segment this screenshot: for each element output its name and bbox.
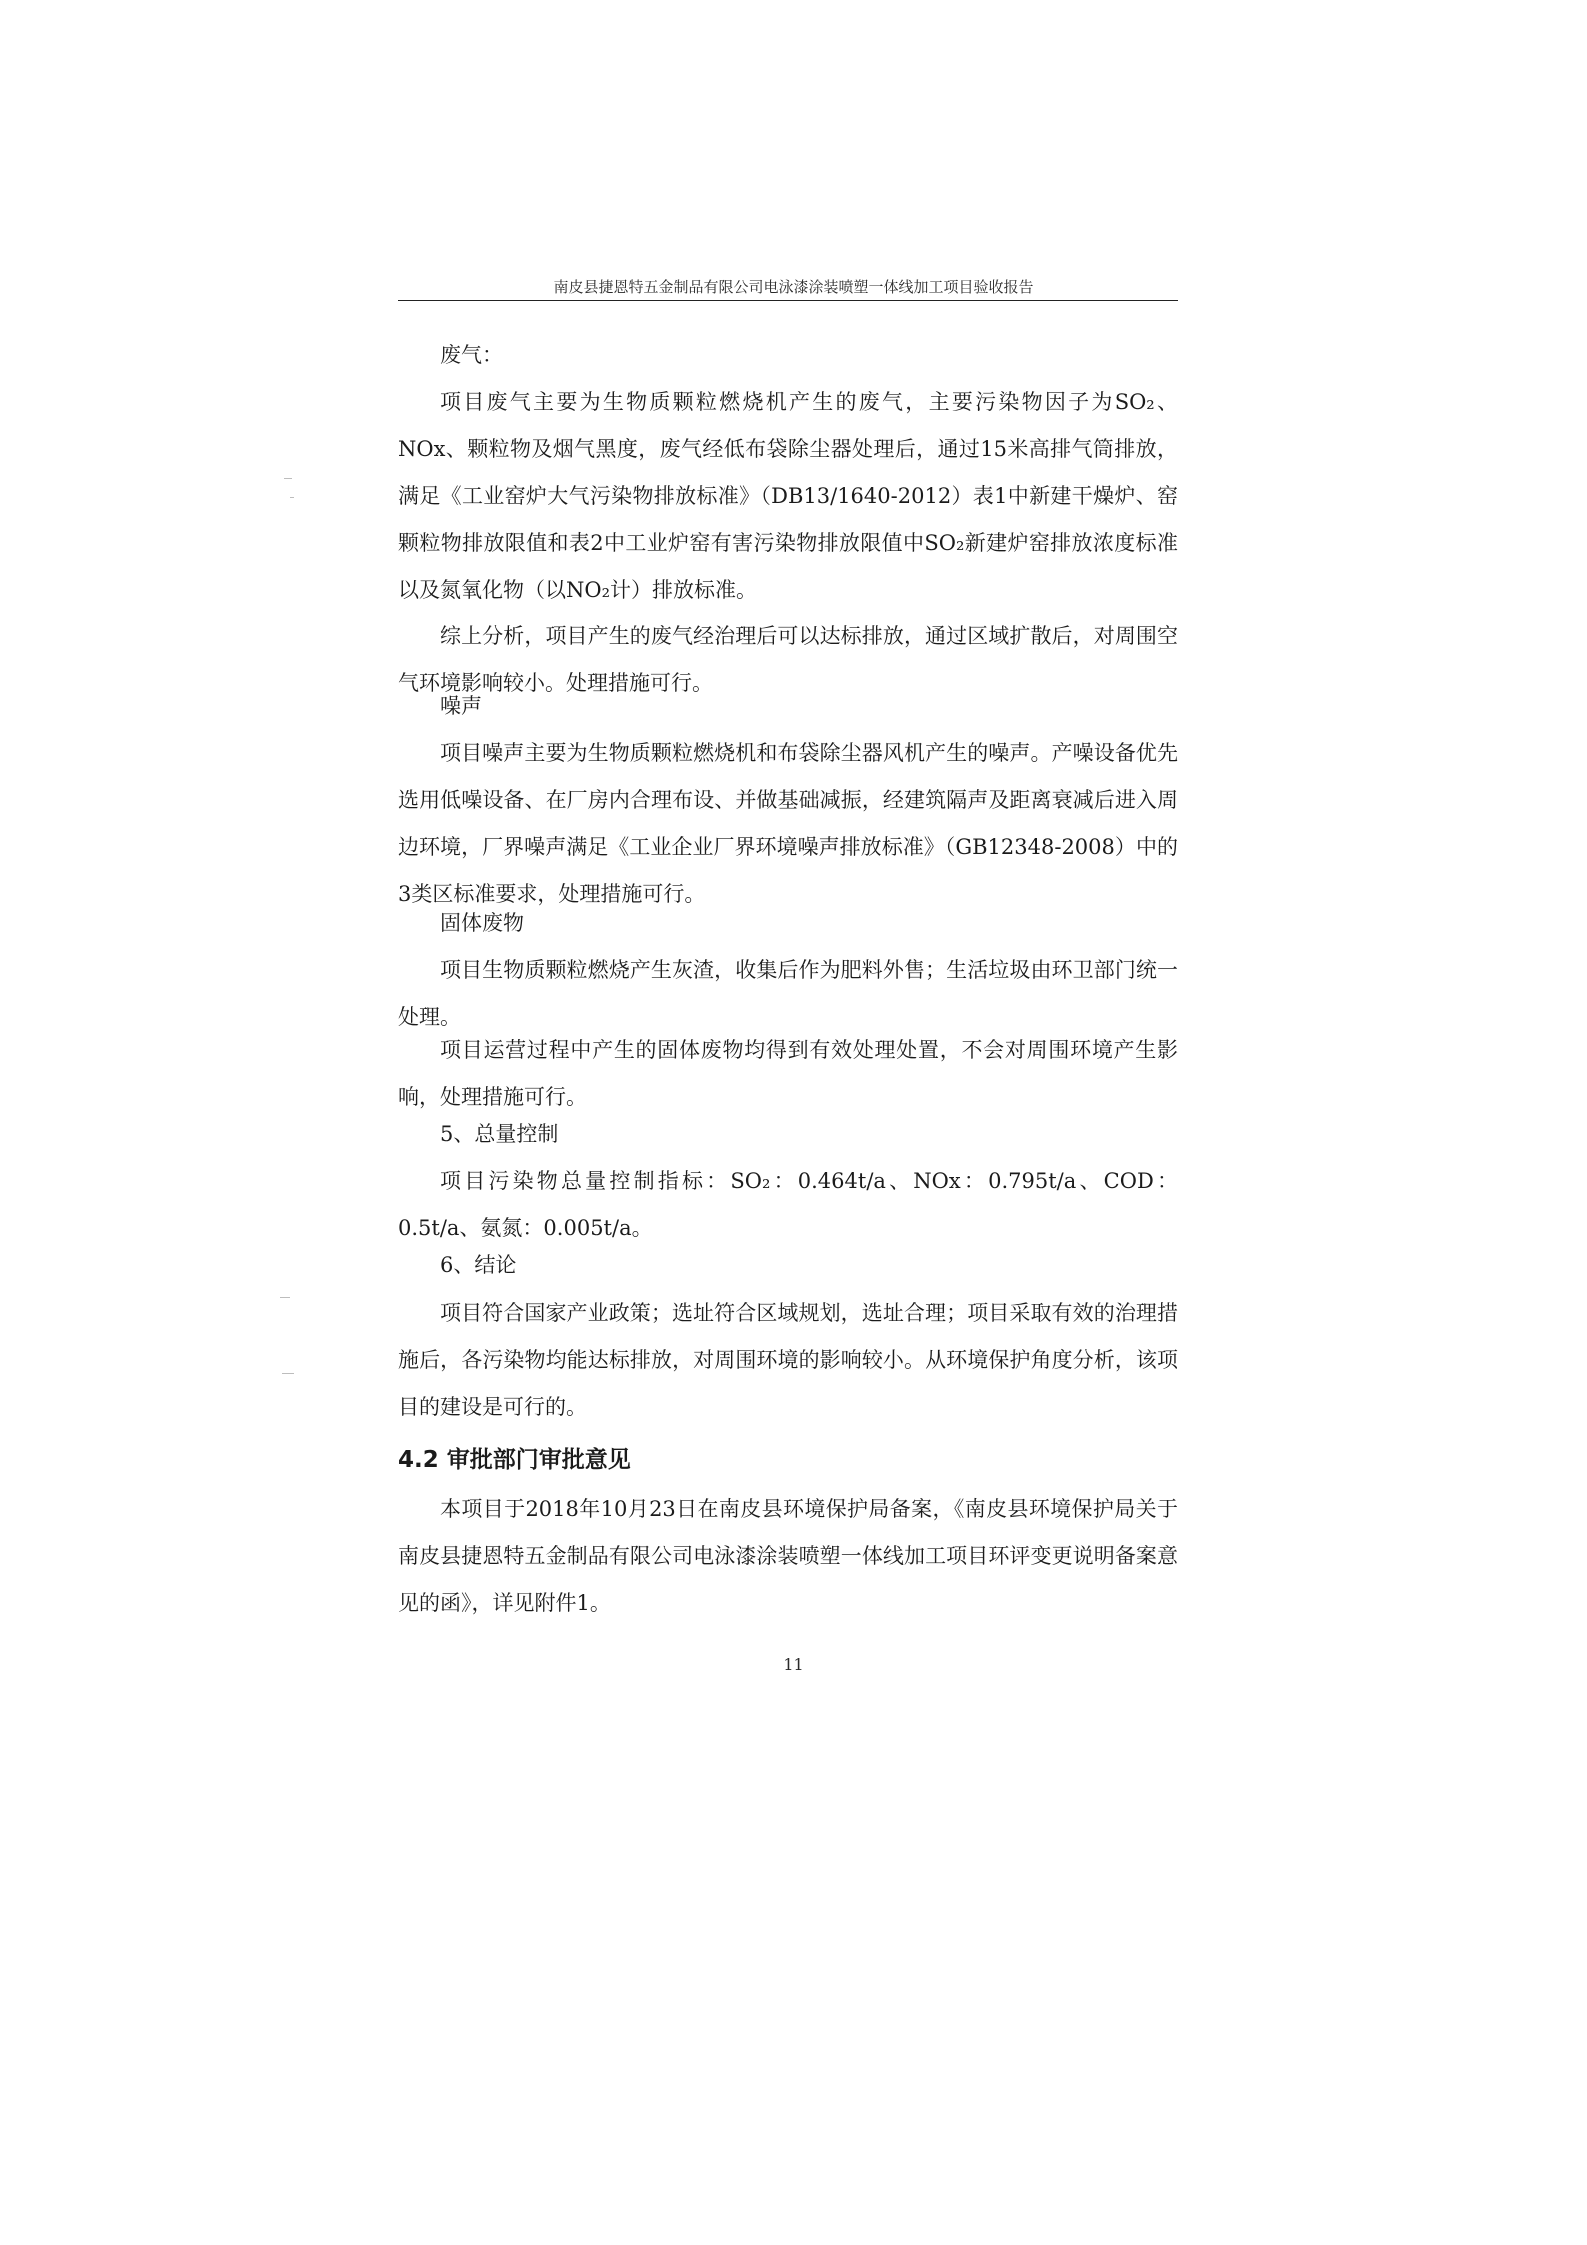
section-4-2-title: 4.2 审批部门审批意见 [398, 1447, 631, 1473]
solid-waste-heading: 固体废物 [440, 911, 524, 935]
scan-speck [280, 1297, 290, 1298]
approval-paragraph: 本项目于2018年10月23日在南皮县环境保护局备案，《南皮县环境保护局关于南皮县捷恩特五金制品有限公司电泳漆涂装喷塑一体线加工项目环评变更说明备案意见的函》，详见附件1。 [398, 1497, 1178, 1615]
total-control-paragraph: 项目污染物总量控制指标：SO₂：0.464t/a、NOx：0.795t/a、COD：0.5t/a、氨氮：0.005t/a。 [398, 1169, 1178, 1240]
waste-gas-paragraph: 项目废气主要为生物质颗粒燃烧机产生的废气，主要污染物因子为SO₂、NOx、颗粒物及烟气黑度，废气经低布袋除尘器处理后，通过15米高排气筒排放，满足《工业窑炉大气污染物排放标准》（DB13/1640-2012）表1中新建干燥炉、窑颗粒物排放限值和表2中工业炉窑有害污染物排放限值中SO₂新建炉窑排放浓度标准以及氮氧化物（以NO₂计）排放标准。 [398, 390, 1178, 602]
conclusion-heading: 6、结论 [440, 1253, 517, 1277]
header-divider [398, 300, 1178, 301]
noise-paragraph: 项目噪声主要为生物质颗粒燃烧机和布袋除尘器风机产生的噪声。产噪设备优先选用低噪设备、在厂房内合理布设、并做基础减振，经建筑隔声及距离衰减后进入周边环境，厂界噪声满足《工业企业厂界环境噪声排放标准》（GB12348-2008）中的3类区标准要求，处理措施可行。 [398, 741, 1178, 906]
solid-waste-paragraph-2: 项目运营过程中产生的固体废物均得到有效处理处置，不会对周围环境产生影响，处理措施可行。 [398, 1038, 1178, 1109]
total-control-heading: 5、总量控制 [440, 1122, 559, 1146]
waste-gas-heading: 废气： [440, 343, 503, 367]
scan-speck [284, 478, 292, 479]
waste-gas-summary-paragraph: 综上分析，项目产生的废气经治理后可以达标排放，通过区域扩散后，对周围空气环境影响较小。处理措施可行。 [398, 624, 1178, 695]
scan-speck [290, 497, 294, 498]
page-header-title: 南皮县捷恩特五金制品有限公司电泳漆涂装喷塑一体线加工项目验收报告 [553, 278, 1034, 296]
page-number: 11 [783, 1655, 804, 1674]
noise-heading: 噪声 [440, 694, 482, 718]
scan-speck [282, 1373, 294, 1374]
solid-waste-paragraph-1: 项目生物质颗粒燃烧产生灰渣，收集后作为肥料外售；生活垃圾由环卫部门统一处理。 [398, 958, 1178, 1029]
conclusion-paragraph: 项目符合国家产业政策；选址符合区域规划，选址合理；项目采取有效的治理措施后，各污染物均能达标排放，对周围环境的影响较小。从环境保护角度分析，该项目的建设是可行的。 [398, 1301, 1178, 1419]
